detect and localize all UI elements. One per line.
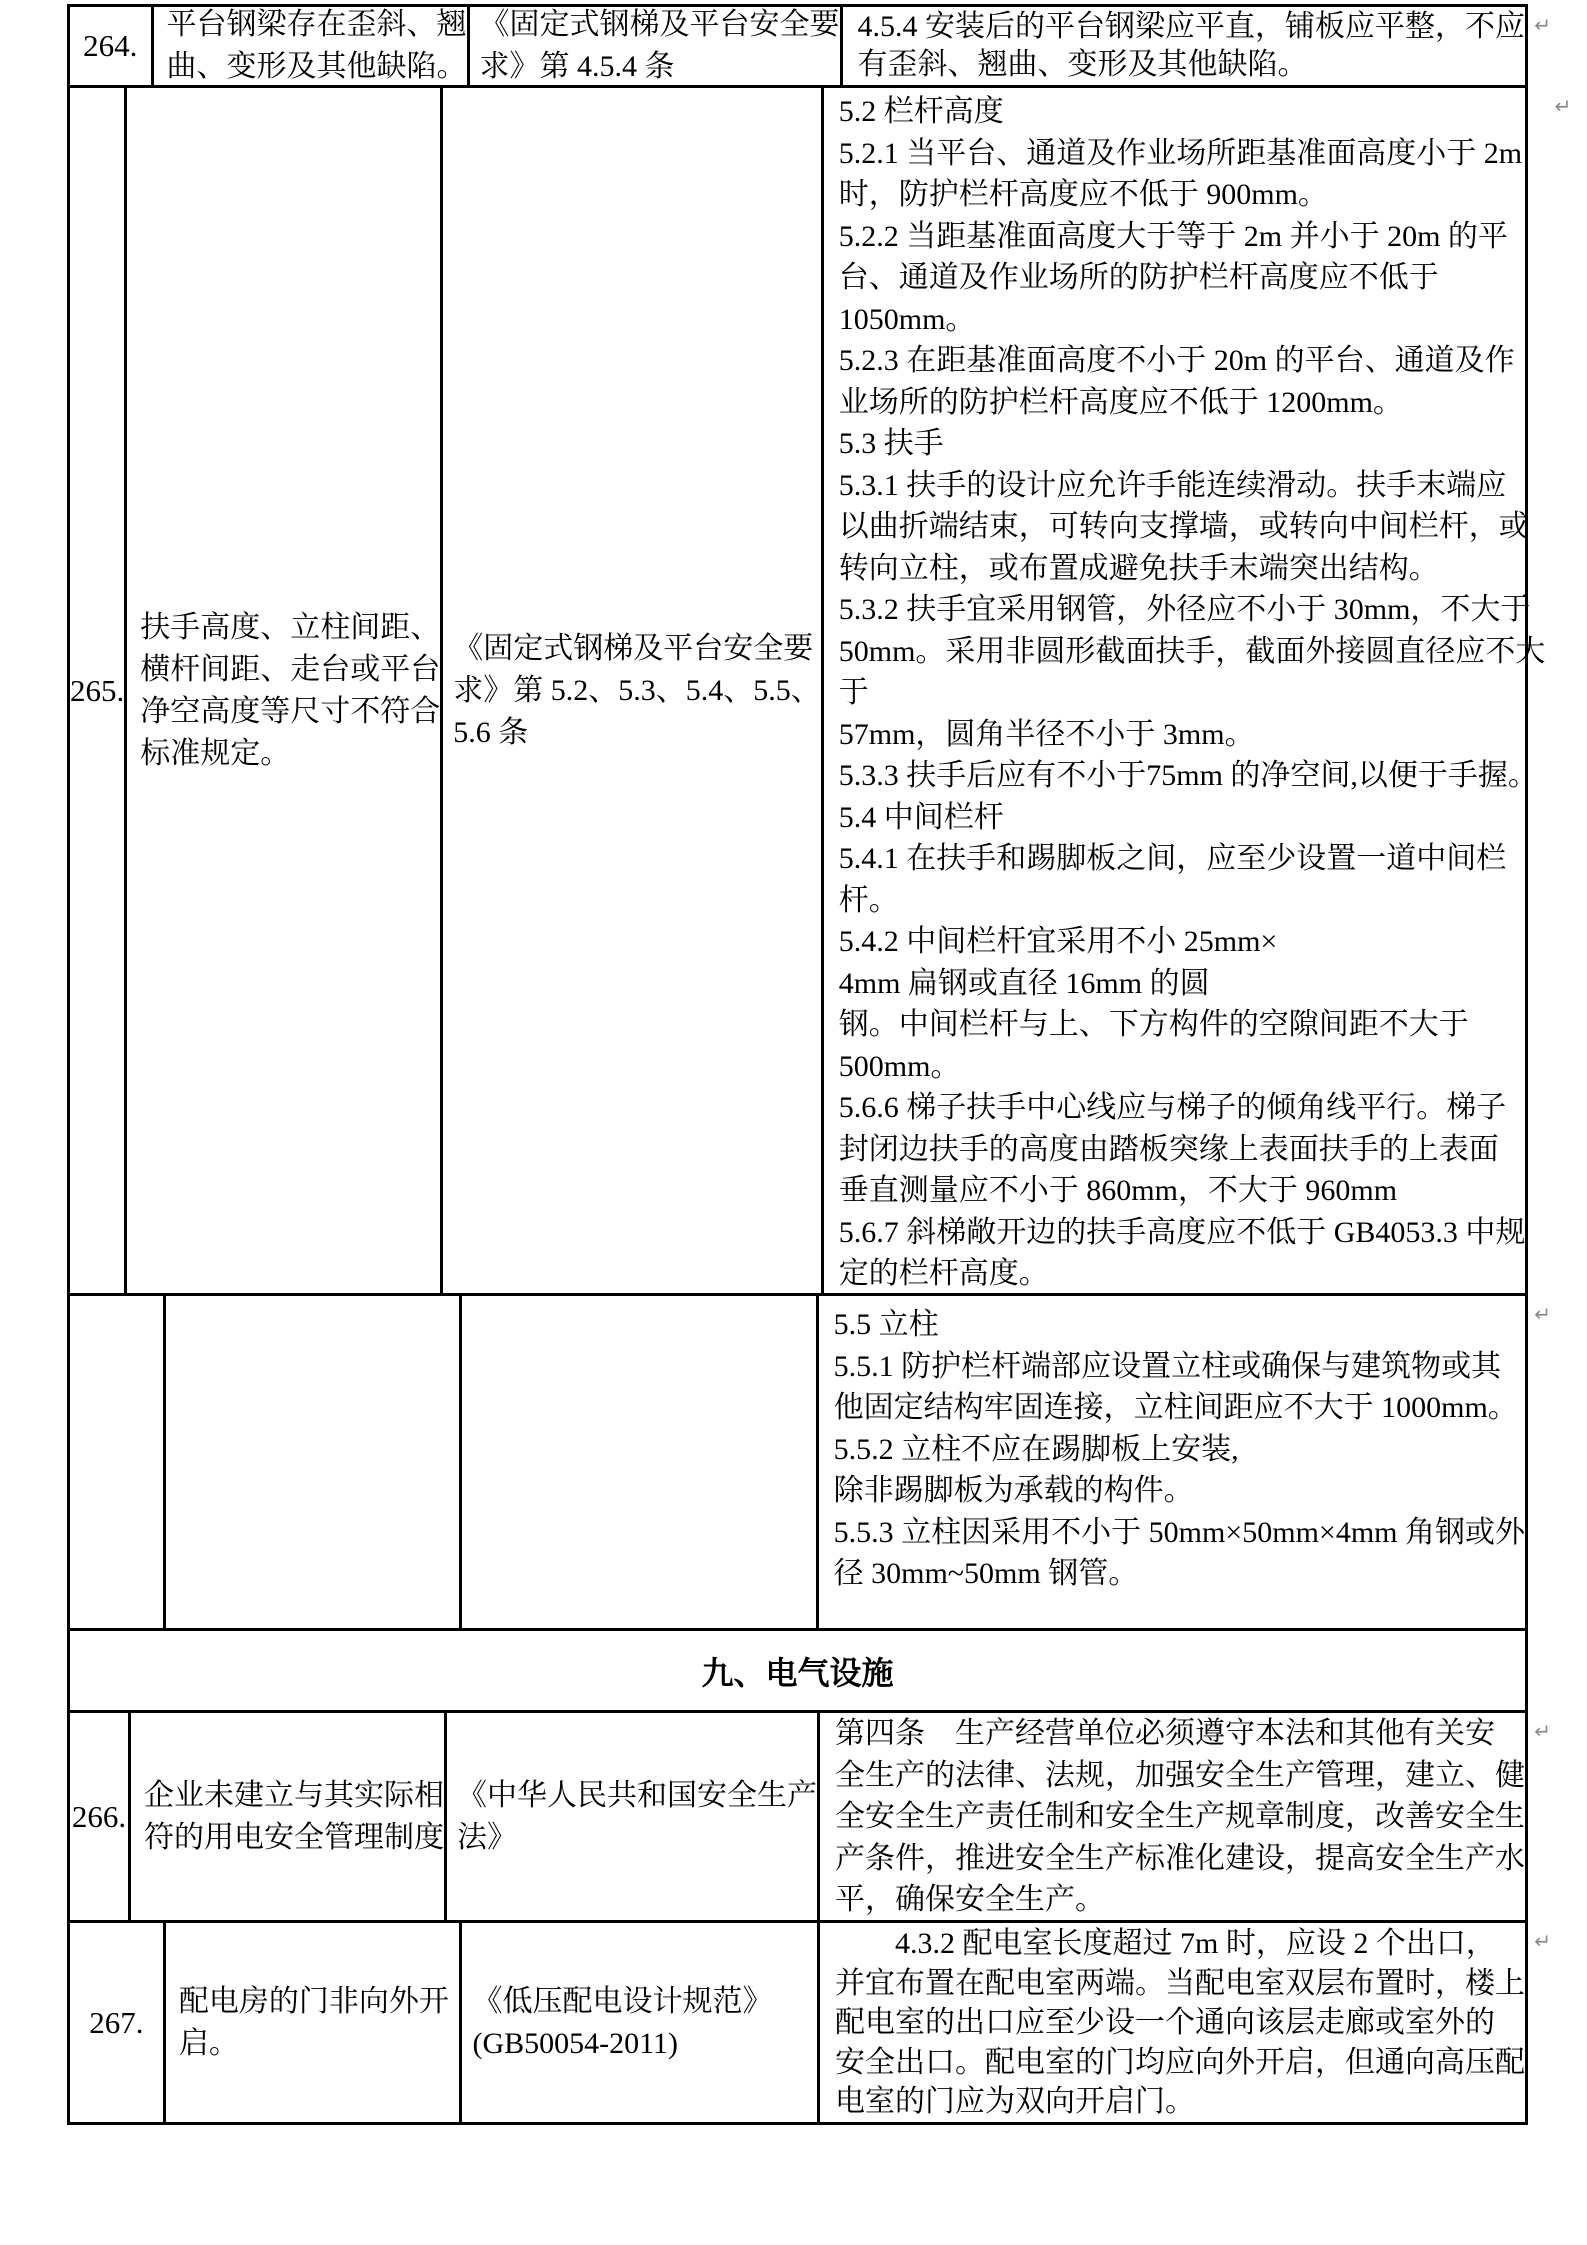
paragraph-mark-icon: ↵ (1554, 94, 1572, 118)
row-number: 266. (71, 1798, 127, 1834)
row-number: 265. (70, 672, 125, 708)
section-header-row (70, 1628, 1525, 1710)
reference-cell (459, 1923, 817, 2122)
reference-cell (444, 1713, 817, 1920)
paragraph-mark-icon: ↵ (1534, 1929, 1551, 1953)
issue-cell (163, 1296, 459, 1628)
regulation-table (67, 4, 1572, 2125)
reference-text: 《中华人民共和国安全生产 法》 (457, 1778, 817, 1854)
reference-cell (440, 88, 821, 1293)
reference-text: 《固定式钢梯及平台安全要 求》第 5.2、5.3、5.4、5.5、 5.6 条 (453, 631, 821, 749)
requirement-cell (817, 1713, 1551, 1920)
section-header: 九、电气设施 (701, 1654, 894, 1691)
requirement-text: 4.5.4 安装后的平台钢梁应平直，铺板应平整，不应 有歪斜、翘曲、变形及其他缺陷。 (857, 10, 1525, 81)
requirement-cell (816, 1296, 1551, 1628)
table-row-267 (70, 1920, 1551, 2122)
row-number: 264. (83, 28, 138, 63)
reference-cell (467, 7, 840, 85)
issue-cell (151, 7, 467, 85)
table-row-266 (70, 1710, 1551, 1920)
requirement-text: 5.2 栏杆高度 5.2.1 当平台、通道及作业场所距基准面高度小于 2m 时，防护栏杆高度应不低于 900mm。 5.2.2 当距基准面高度大于等于 2m 并小于 20m 的平 台、通道及作业场所的防护栏杆高度应不低于 1050mm。 5.2.3 在距基准面高度不小于 20m 的平台、通道及作 业场所的防护栏杆高度应不低于 1200mm。 5.3 扶手 5.3.1 扶手的设计应允许手能连续滑动。扶手末端应 以曲折端结束，可转向支撑墙，或转向中间栏杆，或 转向立柱，或布置成避免扶手末端突出结构。 5.3.2 扶手宜采用钢管，外径应不小于 30mm，不大于 50mm。采用非圆形截面扶手，截面外接圆直径应不大 于 57mm，圆角半径不小于 3mm。 5.3.3 扶手后应有不小于75mm 的净空间,以便于手握。 5.4 中间栏杆 5.4.1 在扶手和踢脚板之间，应至少设置一道中间栏 杆。 5.4.2 中间栏杆宜采用不小 25mm× 4mm 扁钢或直径 16mm 的圆 钢。中间栏杆与上、下方构件的空隙间距不大于 500mm。 5.6.6 梯子扶手中心线应与梯子的倾角线平行。梯子 封闭边扶手的高度由踏板突缘上表面扶手的上表面 垂直测量应不小于 860mm，不大于 960mm 5.6.7 斜梯敞开边的扶手高度应不低于 GB4053.3 中规 定的栏杆高度。 (838, 95, 1546, 1290)
reference-text: 《低压配电设计规范》 (GB50054-2011) (472, 1984, 773, 2060)
issue-text: 企业未建立与其实际相 符的用电安全管理制度 (144, 1778, 444, 1854)
requirement-cell (840, 7, 1551, 85)
requirement-cell (817, 1923, 1551, 2122)
reference-cell (459, 1296, 816, 1628)
requirement-text: 第四条 生产经营单位必须遵守本法和其他有关安 全生产的法律、法规，加强安全生产管理，建立、健 全安全生产责任制和安全生产规章制度，改善安全生 产条件，推进安全生产标准化建设，提高安全生产水 平，确保安全生产。 (835, 1717, 1525, 1916)
table-row-264 (70, 7, 1551, 85)
paragraph-mark-icon: ↵ (1534, 1302, 1551, 1326)
row-number-cell (70, 1296, 163, 1628)
requirement-cell (821, 88, 1572, 1293)
requirement-text: 4.3.2 配电室长度超过 7m 时，应设 2 个出口， 并宜布置在配电室两端。当配电室双层布置时，楼上 配电室的出口应至少设一个通向该层走廊或室外的 安全出口。配电室的门均应向外开启，但通向高压配 电室的门应为双向开启门。 (835, 1927, 1525, 2118)
issue-cell (163, 1923, 460, 2122)
table-row-265 (70, 85, 1572, 1293)
row-number-cell (70, 1713, 128, 1920)
row-number-cell (70, 7, 151, 85)
issue-text: 配电房的门非向外开 启。 (178, 1984, 449, 2060)
row-number-cell (70, 88, 124, 1293)
row-number: 267. (89, 2004, 144, 2040)
paragraph-mark-icon: ↵ (1534, 1719, 1551, 1743)
row-number-cell (70, 1923, 163, 2122)
issue-cell (128, 1713, 444, 1920)
issue-text: 平台钢梁存在歪斜、翘 曲、变形及其他缺陷。 (166, 8, 467, 83)
issue-text: 扶手高度、立柱间距、 横杆间距、走台或平台 净空高度等尺寸不符合 标准规定。 (140, 610, 441, 770)
reference-text: 《固定式钢梯及平台安全要 求》第 4.5.4 条 (479, 8, 840, 83)
issue-cell (124, 88, 440, 1293)
paragraph-mark-icon: ↵ (1534, 13, 1551, 37)
requirement-text: 5.5 立柱 5.5.1 防护栏杆端部应设置立柱或确保与建筑物或其 他固定结构牢固连接，立柱间距应不大于 1000mm。 5.5.2 立柱不应在踢脚板上安装, 除非踢脚板为承载的构件。 5.5.3 立柱因采用不小于 50mm×50mm×4mm 角钢或外 径 30mm~50mm 钢管。 (833, 1308, 1525, 1590)
table-row-265-continued (70, 1293, 1551, 1628)
